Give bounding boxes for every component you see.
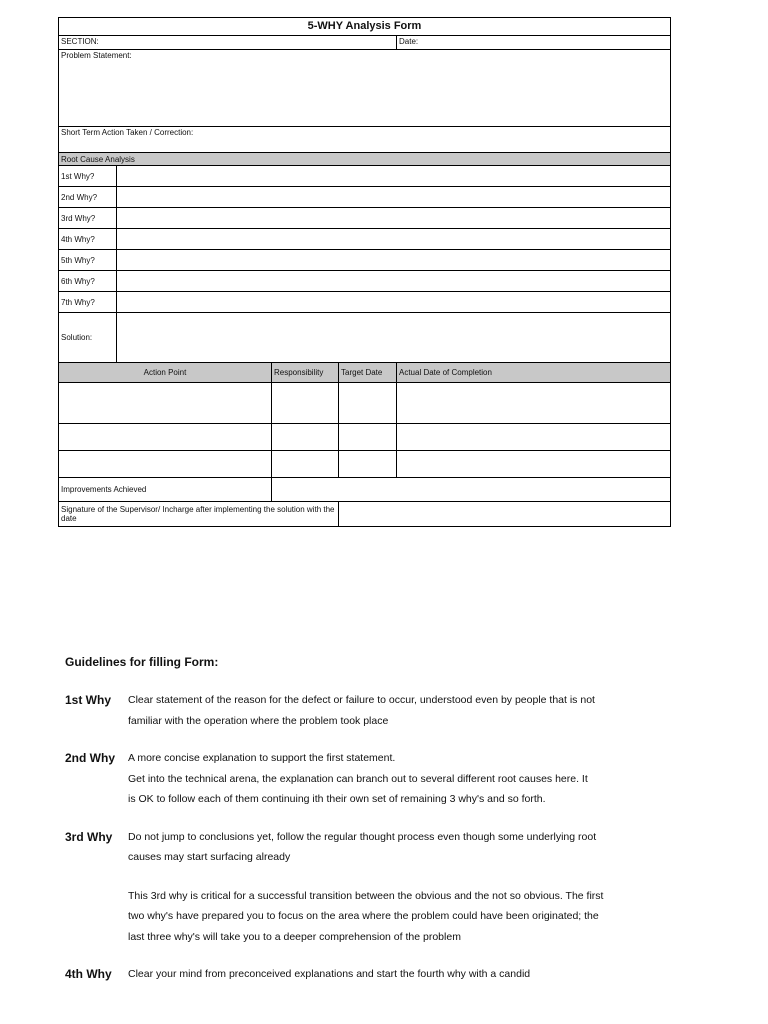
why-label: 6th Why?: [61, 276, 95, 286]
solution-field[interactable]: [116, 313, 670, 362]
why-answer-field[interactable]: [116, 292, 670, 312]
responsibility-cell[interactable]: [271, 383, 338, 423]
responsibility-cell[interactable]: [271, 424, 338, 450]
guideline-term: 4th Why: [65, 967, 112, 981]
responsibility-cell[interactable]: [271, 451, 338, 477]
target-date-cell[interactable]: [338, 424, 396, 450]
responsibility-header: Responsibility: [271, 363, 338, 382]
why-answer-field[interactable]: [116, 166, 670, 186]
why-label: 4th Why?: [61, 234, 95, 244]
root-cause-header: Root Cause Analysis: [61, 154, 135, 164]
guideline-text: Clear your mind from preconceived explanations and start the fourth why with a candid: [128, 968, 531, 980]
why-answer-field[interactable]: [116, 229, 670, 249]
why-answer-field[interactable]: [116, 250, 670, 270]
signature-field[interactable]: [338, 502, 670, 526]
section-field[interactable]: SECTION:: [61, 37, 99, 46]
why-label: 2nd Why?: [61, 192, 98, 202]
why-label: 1st Why?: [61, 171, 95, 181]
guidelines-section: [65, 655, 705, 985]
why-answer-field[interactable]: [116, 271, 670, 291]
actual-date-header: Actual Date of Completion: [396, 363, 670, 382]
improvements-label: Improvements Achieved: [61, 485, 147, 494]
guideline-term: 3rd Why: [65, 829, 113, 844]
action-point-header: Action Point: [143, 368, 187, 377]
guidelines-heading: Guidelines for filling Form:: [65, 655, 219, 669]
actual-date-cell[interactable]: [396, 383, 670, 423]
short-term-action-field[interactable]: Short Term Action Taken / Correction:: [61, 128, 194, 137]
date-field[interactable]: Date:: [396, 36, 670, 49]
action-point-cell[interactable]: [59, 451, 271, 477]
why-answer-field[interactable]: [116, 208, 670, 228]
guideline-text: Clear statement of the reason for the defect or failure to occur, understood even by people that is not familiar with the operation where the problem took place: [128, 694, 595, 727]
target-date-header: Target Date: [338, 363, 396, 382]
why-label: 7th Why?: [61, 297, 95, 307]
guideline-term: 2nd Why: [65, 751, 115, 765]
action-point-cell[interactable]: [59, 383, 271, 423]
why-answer-field[interactable]: [116, 187, 670, 207]
action-point-cell[interactable]: [59, 424, 271, 450]
five-why-form: [58, 17, 671, 527]
guideline-item: [65, 964, 705, 985]
guideline-text: Do not jump to conclusions yet, follow the regular thought process even though some underlying root causes may start surfacing already: [128, 830, 597, 863]
guideline-item: [65, 827, 705, 948]
form-title: 5-WHY Analysis Form: [307, 20, 422, 32]
problem-statement-field[interactable]: Problem Statement:: [61, 51, 132, 60]
signature-label: Signature of the Supervisor/ Incharge after implementing the solution with the date: [61, 505, 335, 523]
actual-date-cell[interactable]: [396, 451, 670, 477]
target-date-cell[interactable]: [338, 383, 396, 423]
why-label: 5th Why?: [61, 255, 95, 265]
guideline-term: 1st Why: [65, 693, 112, 707]
guideline-text: Get into the technical arena, the explanation can branch out to several different root causes here. It is OK to follow each of them continuing ith their own set of remaining 3 why's and so forth.: [128, 772, 588, 805]
actual-date-cell[interactable]: [396, 424, 670, 450]
solution-label: Solution:: [61, 333, 93, 342]
target-date-cell[interactable]: [338, 451, 396, 477]
guideline-text: This 3rd why is critical for a successful transition between the obvious and the not so obvious. The first two why's have prepared you to focus on the area where the problem could have been originated; the last three why's will take you to a deeper comprehension of the problem: [128, 889, 604, 943]
why-label: 3rd Why?: [61, 213, 96, 223]
guideline-item: [65, 748, 705, 810]
guideline-item: [65, 690, 705, 731]
guideline-text: A more concise explanation to support the first statement.: [128, 752, 396, 764]
improvements-field[interactable]: [271, 478, 670, 501]
